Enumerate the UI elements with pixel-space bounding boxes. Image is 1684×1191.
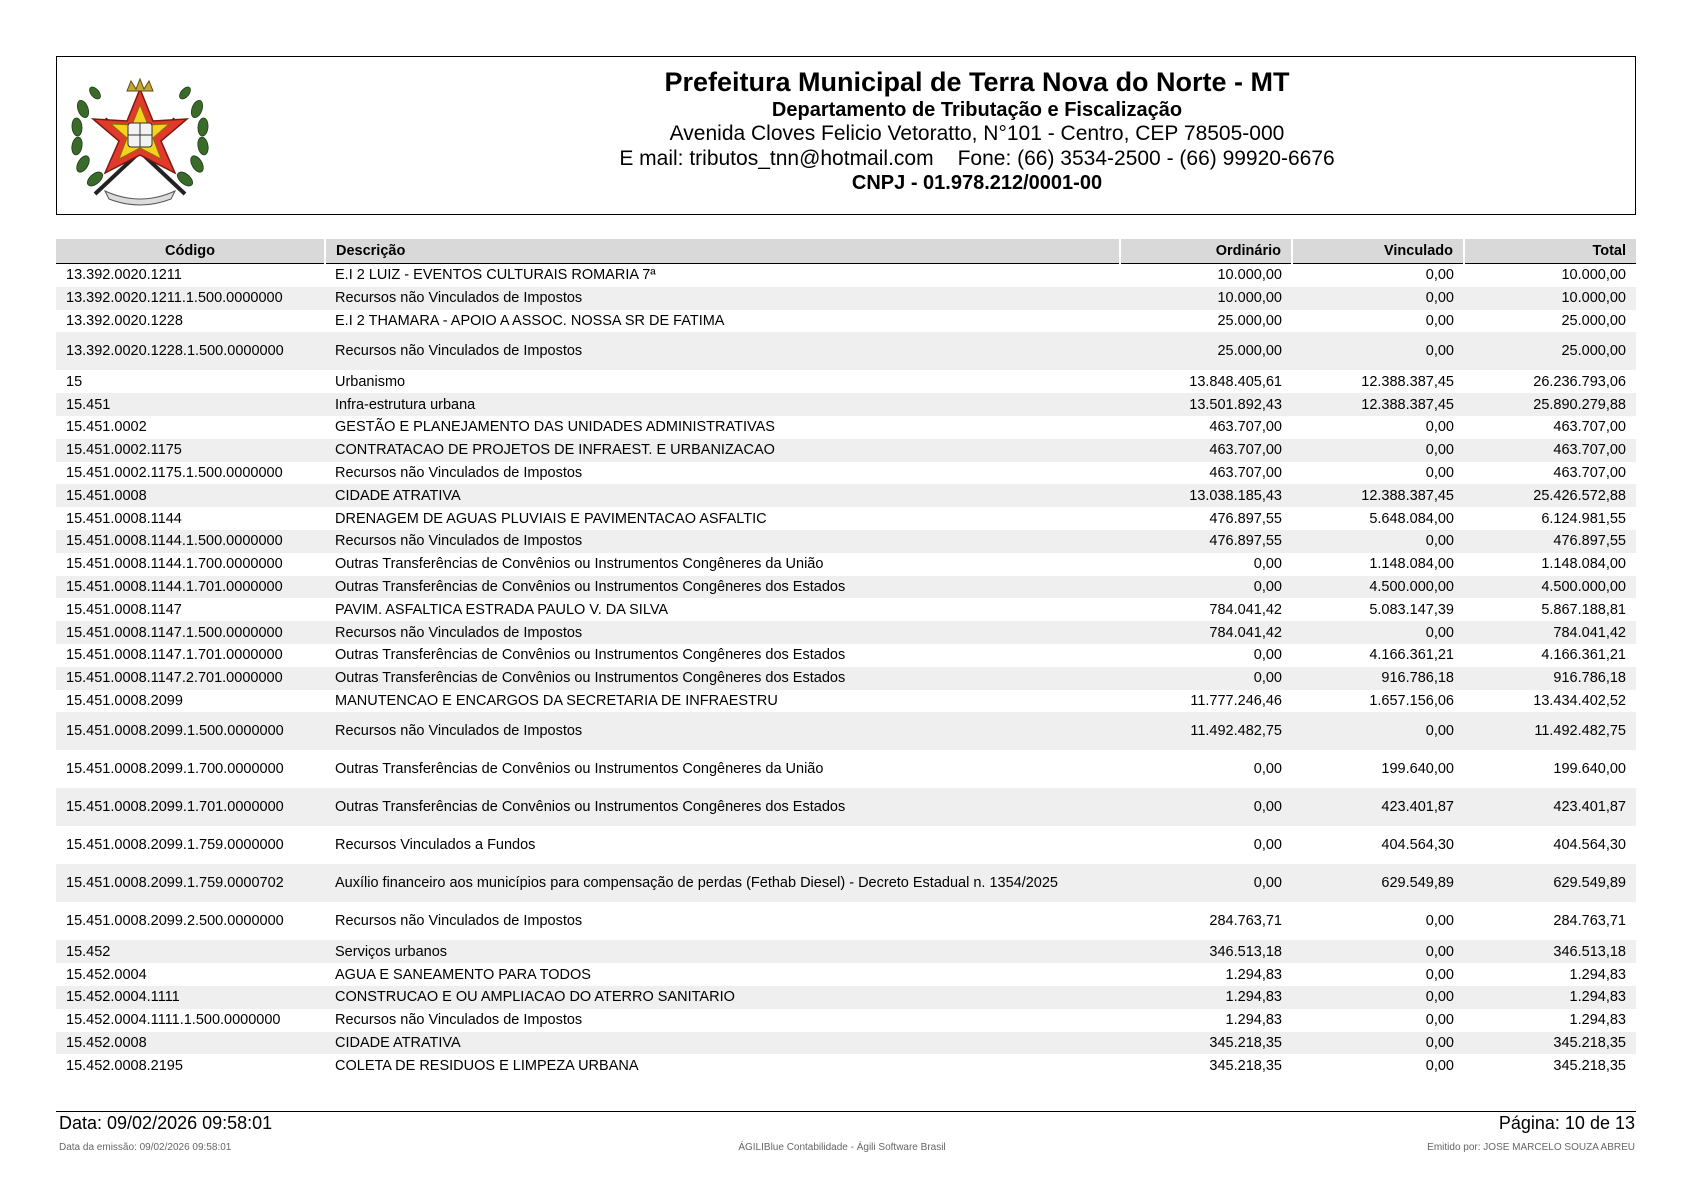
cell-ordinario: 10.000,00 [1120, 287, 1292, 310]
cell-ordinario: 11.492.482,75 [1120, 712, 1292, 750]
cell-codigo: 15.451.0008.2099.1.701.0000000 [56, 788, 325, 826]
cell-codigo: 15.451.0002.1175.1.500.0000000 [66, 464, 283, 481]
cell-total: 345.218,35 [1553, 1057, 1626, 1074]
cell-descricao: Outras Transferências de Convênios ou Instrumentos Congêneres dos Estados [335, 647, 846, 664]
cell-ordinario: 25.000,00 [1217, 312, 1282, 329]
table-row [56, 940, 1636, 963]
cell-total: 1.148.084,00 [1541, 556, 1626, 573]
cell-total: 13.434.402,52 [1533, 692, 1626, 709]
cell-total: 4.166.361,21 [1541, 647, 1626, 664]
cell-total: 345.218,35 [1464, 1032, 1636, 1055]
cell-total: 26.236.793,06 [1533, 373, 1626, 390]
cell-descricao: PAVIM. ASFALTICA ESTRADA PAULO V. DA SILVA [335, 601, 669, 618]
cell-codigo: 15.451.0008.1147.1.500.0000000 [56, 621, 325, 644]
cell-codigo: 15.451.0008.2099.1.759.0000000 [66, 837, 284, 854]
cell-descricao: Recursos não Vinculados de Impostos [325, 530, 1120, 553]
cell-descricao: Recursos não Vinculados de Impostos [325, 621, 1120, 644]
cell-vinculado: 0,00 [1425, 267, 1454, 284]
table-row [56, 416, 1636, 439]
cell-total: 6.124.981,55 [1541, 510, 1626, 527]
column-header-total: Total [1464, 239, 1636, 264]
report-header [56, 56, 1636, 215]
cell-codigo: 15.451 [56, 393, 325, 416]
table-row [56, 788, 1636, 826]
cell-codigo: 15.451.0008.2099.1.500.0000000 [56, 712, 325, 750]
header-text-block [397, 67, 1557, 196]
table-row [56, 963, 1636, 986]
cell-total: 10.000,00 [1561, 267, 1626, 284]
cell-codigo: 15 [66, 373, 83, 390]
cell-total: 10.000,00 [1464, 287, 1636, 310]
table-row [56, 690, 1636, 713]
cell-codigo: 15.451.0008.2099 [66, 692, 183, 709]
cell-vinculado: 0,00 [1292, 940, 1464, 963]
table-row [56, 986, 1636, 1009]
cell-vinculado: 0,00 [1292, 712, 1464, 750]
cell-ordinario: 476.897,55 [1209, 510, 1282, 527]
cell-total: 463.707,00 [1553, 419, 1626, 436]
cell-ordinario: 25.000,00 [1120, 332, 1292, 370]
cell-total: 784.041,42 [1464, 621, 1636, 644]
cell-descricao: Recursos não Vinculados de Impostos [335, 464, 583, 481]
table-row [56, 530, 1636, 553]
cell-total: 1.294,83 [1569, 1012, 1626, 1029]
cell-ordinario: 345.218,35 [1209, 1057, 1282, 1074]
cell-codigo: 15.452.0008 [56, 1032, 325, 1055]
cell-descricao: MANUTENCAO E ENCARGOS DA SECRETARIA DE INFRAESTRU [335, 692, 778, 709]
cell-total: 1.294,83 [1569, 966, 1626, 983]
table-row [56, 553, 1636, 576]
cell-codigo: 15.451.0008 [56, 484, 325, 507]
table-row [56, 712, 1636, 750]
cell-total: 463.707,00 [1464, 439, 1636, 462]
cell-descricao: Recursos não Vinculados de Impostos [325, 287, 1120, 310]
cell-vinculado: 0,00 [1292, 1032, 1464, 1055]
cell-total: 1.294,83 [1464, 986, 1636, 1009]
column-header-vinculado: Vinculado [1292, 239, 1464, 264]
cell-vinculado: 0,00 [1425, 1012, 1454, 1029]
emission-date: Data da emissão: 09/02/2026 09:58:01 [59, 1142, 232, 1153]
cell-total: 629.549,89 [1464, 864, 1636, 902]
cell-vinculado: 12.388.387,45 [1361, 373, 1454, 390]
cell-descricao: Recursos não Vinculados de Impostos [335, 913, 583, 930]
cell-vinculado: 916.786,18 [1292, 667, 1464, 690]
table-row [56, 462, 1636, 485]
cell-descricao: Outras Transferências de Convênios ou Instrumentos Congêneres da União [335, 556, 824, 573]
cell-vinculado: 0,00 [1292, 332, 1464, 370]
address: Avenida Cloves Felicio Vetoratto, N°101 - Centro, CEP 78505-000 [669, 122, 1285, 146]
cell-codigo: 13.392.0020.1211.1.500.0000000 [56, 287, 325, 310]
cell-codigo: 15.452.0004.1111 [56, 986, 325, 1009]
table-row [56, 1009, 1636, 1032]
cell-codigo: 15.451.0008.1144.1.700.0000000 [66, 556, 283, 573]
cell-codigo: 15.452.0008.2195 [66, 1057, 183, 1074]
cell-descricao: Outras Transferências de Convênios ou Instrumentos Congêneres dos Estados [325, 576, 1120, 599]
cell-vinculado: 0,00 [1425, 419, 1454, 436]
cell-ordinario: 0,00 [1120, 667, 1292, 690]
phone: Fone: (66) 3534-2500 - (66) 99920-6676 [957, 147, 1335, 171]
cell-vinculado: 5.648.084,00 [1369, 510, 1454, 527]
cell-ordinario: 1.294,83 [1225, 1012, 1282, 1029]
cell-vinculado: 5.083.147,39 [1369, 601, 1454, 618]
cell-ordinario: 13.848.405,61 [1189, 373, 1282, 390]
cell-descricao: AGUA E SANEAMENTO PARA TODOS [335, 966, 591, 983]
email: E mail: tributos_tnn@hotmail.com [619, 147, 934, 171]
cell-vinculado: 0,00 [1425, 464, 1454, 481]
cell-vinculado: 0,00 [1292, 530, 1464, 553]
cell-descricao: CIDADE ATRATIVA [325, 484, 1120, 507]
cell-descricao: Recursos Vinculados a Fundos [335, 837, 536, 854]
cell-codigo: 15.451.0008.2099.2.500.0000000 [66, 913, 284, 930]
cell-codigo: 15.451.0008.2099.1.700.0000000 [66, 761, 284, 778]
table-row [56, 826, 1636, 864]
cell-descricao: Serviços urbanos [325, 940, 1120, 963]
table-row [56, 439, 1636, 462]
page-number: Página: 10 de 13 [1498, 1113, 1635, 1133]
cell-descricao: DRENAGEM DE AGUAS PLUVIAIS E PAVIMENTACAO ASFALTIC [335, 510, 767, 527]
cell-ordinario: 784.041,42 [1120, 621, 1292, 644]
cell-vinculado: 0,00 [1425, 913, 1454, 930]
cell-ordinario: 463.707,00 [1209, 419, 1282, 436]
cell-ordinario: 0,00 [1253, 647, 1282, 664]
table-row [56, 598, 1636, 621]
cell-vinculado: 0,00 [1292, 621, 1464, 644]
table-row [56, 864, 1636, 902]
cell-descricao: Urbanismo [335, 373, 406, 390]
cell-vinculado: 12.388.387,45 [1292, 484, 1464, 507]
table-row [56, 332, 1636, 370]
cell-vinculado: 199.640,00 [1381, 761, 1454, 778]
table-row [56, 507, 1636, 530]
cell-ordinario: 0,00 [1120, 864, 1292, 902]
cell-codigo: 15.452.0004.1111.1.500.0000000 [66, 1012, 281, 1029]
cell-total: 25.000,00 [1561, 312, 1626, 329]
cell-codigo: 15.451.0008.2099.1.759.0000702 [56, 864, 325, 902]
cell-ordinario: 346.513,18 [1120, 940, 1292, 963]
table-row [56, 310, 1636, 333]
column-header-ordinario: Ordinário [1120, 239, 1292, 264]
cell-vinculado: 1.148.084,00 [1369, 556, 1454, 573]
cell-descricao: Outras Transferências de Convênios ou Instrumentos Congêneres dos Estados [325, 667, 1120, 690]
cell-codigo: 15.452.0004 [66, 966, 147, 983]
cell-codigo: 13.392.0020.1211 [66, 267, 182, 284]
cell-ordinario: 0,00 [1253, 556, 1282, 573]
cell-ordinario: 784.041,42 [1209, 601, 1282, 618]
cell-ordinario: 463.707,00 [1209, 464, 1282, 481]
cell-total: 916.786,18 [1464, 667, 1636, 690]
cell-descricao: Outras Transferências de Convênios ou Instrumentos Congêneres da União [335, 761, 824, 778]
cell-codigo: 15.451.0008.1147.1.701.0000000 [66, 647, 283, 664]
cell-descricao: COLETA DE RESIDUOS E LIMPEZA URBANA [335, 1057, 639, 1074]
cell-total: 199.640,00 [1553, 761, 1626, 778]
cell-ordinario: 345.218,35 [1120, 1032, 1292, 1055]
cell-ordinario: 284.763,71 [1209, 913, 1282, 930]
cell-vinculado: 423.401,87 [1292, 788, 1464, 826]
municipal-coat-of-arms-icon [65, 69, 215, 207]
table-row [56, 370, 1636, 393]
software-credit: ÁGILIBlue Contabilidade - Ágili Software Brasil [738, 1142, 946, 1153]
organization-title: Prefeitura Municipal de Terra Nova do Norte - MT [664, 67, 1290, 97]
table-header-row [56, 239, 1636, 264]
cell-descricao: Recursos não Vinculados de Impostos [325, 712, 1120, 750]
cell-codigo: 15.451.0008.1144.1.500.0000000 [56, 530, 325, 553]
cell-descricao: CONSTRUCAO E OU AMPLIACAO DO ATERRO SANITARIO [325, 986, 1120, 1009]
table-row [56, 1032, 1636, 1055]
cell-total: 346.513,18 [1464, 940, 1636, 963]
cell-codigo: 15.451.0008.1147.2.701.0000000 [56, 667, 325, 690]
table-body [56, 264, 1636, 1078]
cell-total: 5.867.188,81 [1541, 601, 1626, 618]
cnpj: CNPJ - 01.978.212/0001-00 [851, 171, 1103, 194]
cell-vinculado: 12.388.387,45 [1292, 393, 1464, 416]
cell-vinculado: 0,00 [1292, 287, 1464, 310]
cell-vinculado: 0,00 [1292, 439, 1464, 462]
cell-ordinario: 1.294,83 [1225, 966, 1282, 983]
table-row [56, 287, 1636, 310]
table-row [56, 902, 1636, 940]
cell-codigo: 13.392.0020.1228 [66, 312, 183, 329]
cell-codigo: 15.451.0008.1144 [66, 510, 182, 527]
cell-ordinario: 1.294,83 [1120, 986, 1292, 1009]
cell-vinculado: 4.166.361,21 [1369, 647, 1454, 664]
cell-ordinario: 0,00 [1253, 761, 1282, 778]
cell-codigo: 15.451.0008.1147 [66, 601, 182, 618]
cell-descricao: E.I 2 LUIZ - EVENTOS CULTURAIS ROMARIA 7ª [335, 267, 656, 284]
budget-table [56, 239, 1636, 1077]
cell-vinculado: 0,00 [1425, 312, 1454, 329]
cell-codigo: 15.451.0002.1175 [56, 439, 325, 462]
cell-vinculado: 629.549,89 [1292, 864, 1464, 902]
table-row [56, 667, 1636, 690]
department-name: Departamento de Tributação e Fiscalização [771, 98, 1183, 121]
table-row [56, 1054, 1636, 1077]
table-row [56, 484, 1636, 507]
cell-ordinario: 463.707,00 [1120, 439, 1292, 462]
cell-descricao: Outras Transferências de Convênios ou Instrumentos Congêneres dos Estados [325, 788, 1120, 826]
table-row [56, 576, 1636, 599]
table-row [56, 644, 1636, 667]
cell-ordinario: 0,00 [1120, 788, 1292, 826]
cell-codigo: 13.392.0020.1228.1.500.0000000 [56, 332, 325, 370]
cell-ordinario: 10.000,00 [1217, 267, 1282, 284]
cell-codigo: 15.452 [56, 940, 325, 963]
cell-ordinario: 11.777.246,46 [1190, 692, 1282, 709]
table-row [56, 393, 1636, 416]
cell-vinculado: 1.657.156,06 [1369, 692, 1454, 709]
cell-total: 25.426.572,88 [1464, 484, 1636, 507]
cell-ordinario: 13.501.892,43 [1120, 393, 1292, 416]
cell-total: 423.401,87 [1464, 788, 1636, 826]
cell-descricao: CONTRATACAO DE PROJETOS DE INFRAEST. E URBANIZACAO [325, 439, 1120, 462]
column-header-codigo: Código [56, 239, 325, 264]
cell-total: 404.564,30 [1553, 837, 1626, 854]
cell-total: 4.500.000,00 [1464, 576, 1636, 599]
cell-descricao: Infra-estrutura urbana [325, 393, 1120, 416]
cell-total: 11.492.482,75 [1464, 712, 1636, 750]
budget-table-container [56, 239, 1636, 1077]
cell-vinculado: 0,00 [1292, 986, 1464, 1009]
column-header-descricao: Descrição [325, 239, 1120, 264]
cell-descricao: E.I 2 THAMARA - APOIO A ASSOC. NOSSA SR DE FATIMA [335, 312, 725, 329]
table-row [56, 264, 1636, 287]
cell-codigo: 15.451.0002 [66, 419, 147, 436]
cell-ordinario: 0,00 [1120, 576, 1292, 599]
cell-codigo: 15.451.0008.1144.1.701.0000000 [56, 576, 325, 599]
cell-descricao: Recursos não Vinculados de Impostos [335, 1012, 583, 1029]
cell-vinculado: 404.564,30 [1381, 837, 1454, 854]
cell-total: 463.707,00 [1553, 464, 1626, 481]
footer-date: Data: 09/02/2026 09:58:01 [59, 1113, 273, 1133]
table-row [56, 621, 1636, 644]
cell-descricao: GESTÃO E PLANEJAMENTO DAS UNIDADES ADMINISTRATIVAS [335, 419, 775, 436]
cell-total: 476.897,55 [1464, 530, 1636, 553]
cell-total: 284.763,71 [1553, 913, 1626, 930]
cell-ordinario: 13.038.185,43 [1120, 484, 1292, 507]
cell-descricao: CIDADE ATRATIVA [325, 1032, 1120, 1055]
cell-vinculado: 0,00 [1425, 1057, 1454, 1074]
cell-total: 25.000,00 [1464, 332, 1636, 370]
cell-descricao: Recursos não Vinculados de Impostos [325, 332, 1120, 370]
cell-ordinario: 476.897,55 [1120, 530, 1292, 553]
cell-ordinario: 0,00 [1253, 837, 1282, 854]
footer-divider [56, 1111, 1636, 1112]
issued-by: Emitido por: JOSE MARCELO SOUZA ABREU [1427, 1142, 1635, 1153]
cell-total: 25.890.279,88 [1464, 393, 1636, 416]
cell-vinculado: 4.500.000,00 [1292, 576, 1464, 599]
table-row [56, 750, 1636, 788]
contact-line [397, 147, 1557, 172]
cell-vinculado: 0,00 [1425, 966, 1454, 983]
cell-descricao: Auxílio financeiro aos municípios para compensação de perdas (Fethab Diesel) - Decreto Estadual n. 1354/2025 [325, 864, 1120, 902]
